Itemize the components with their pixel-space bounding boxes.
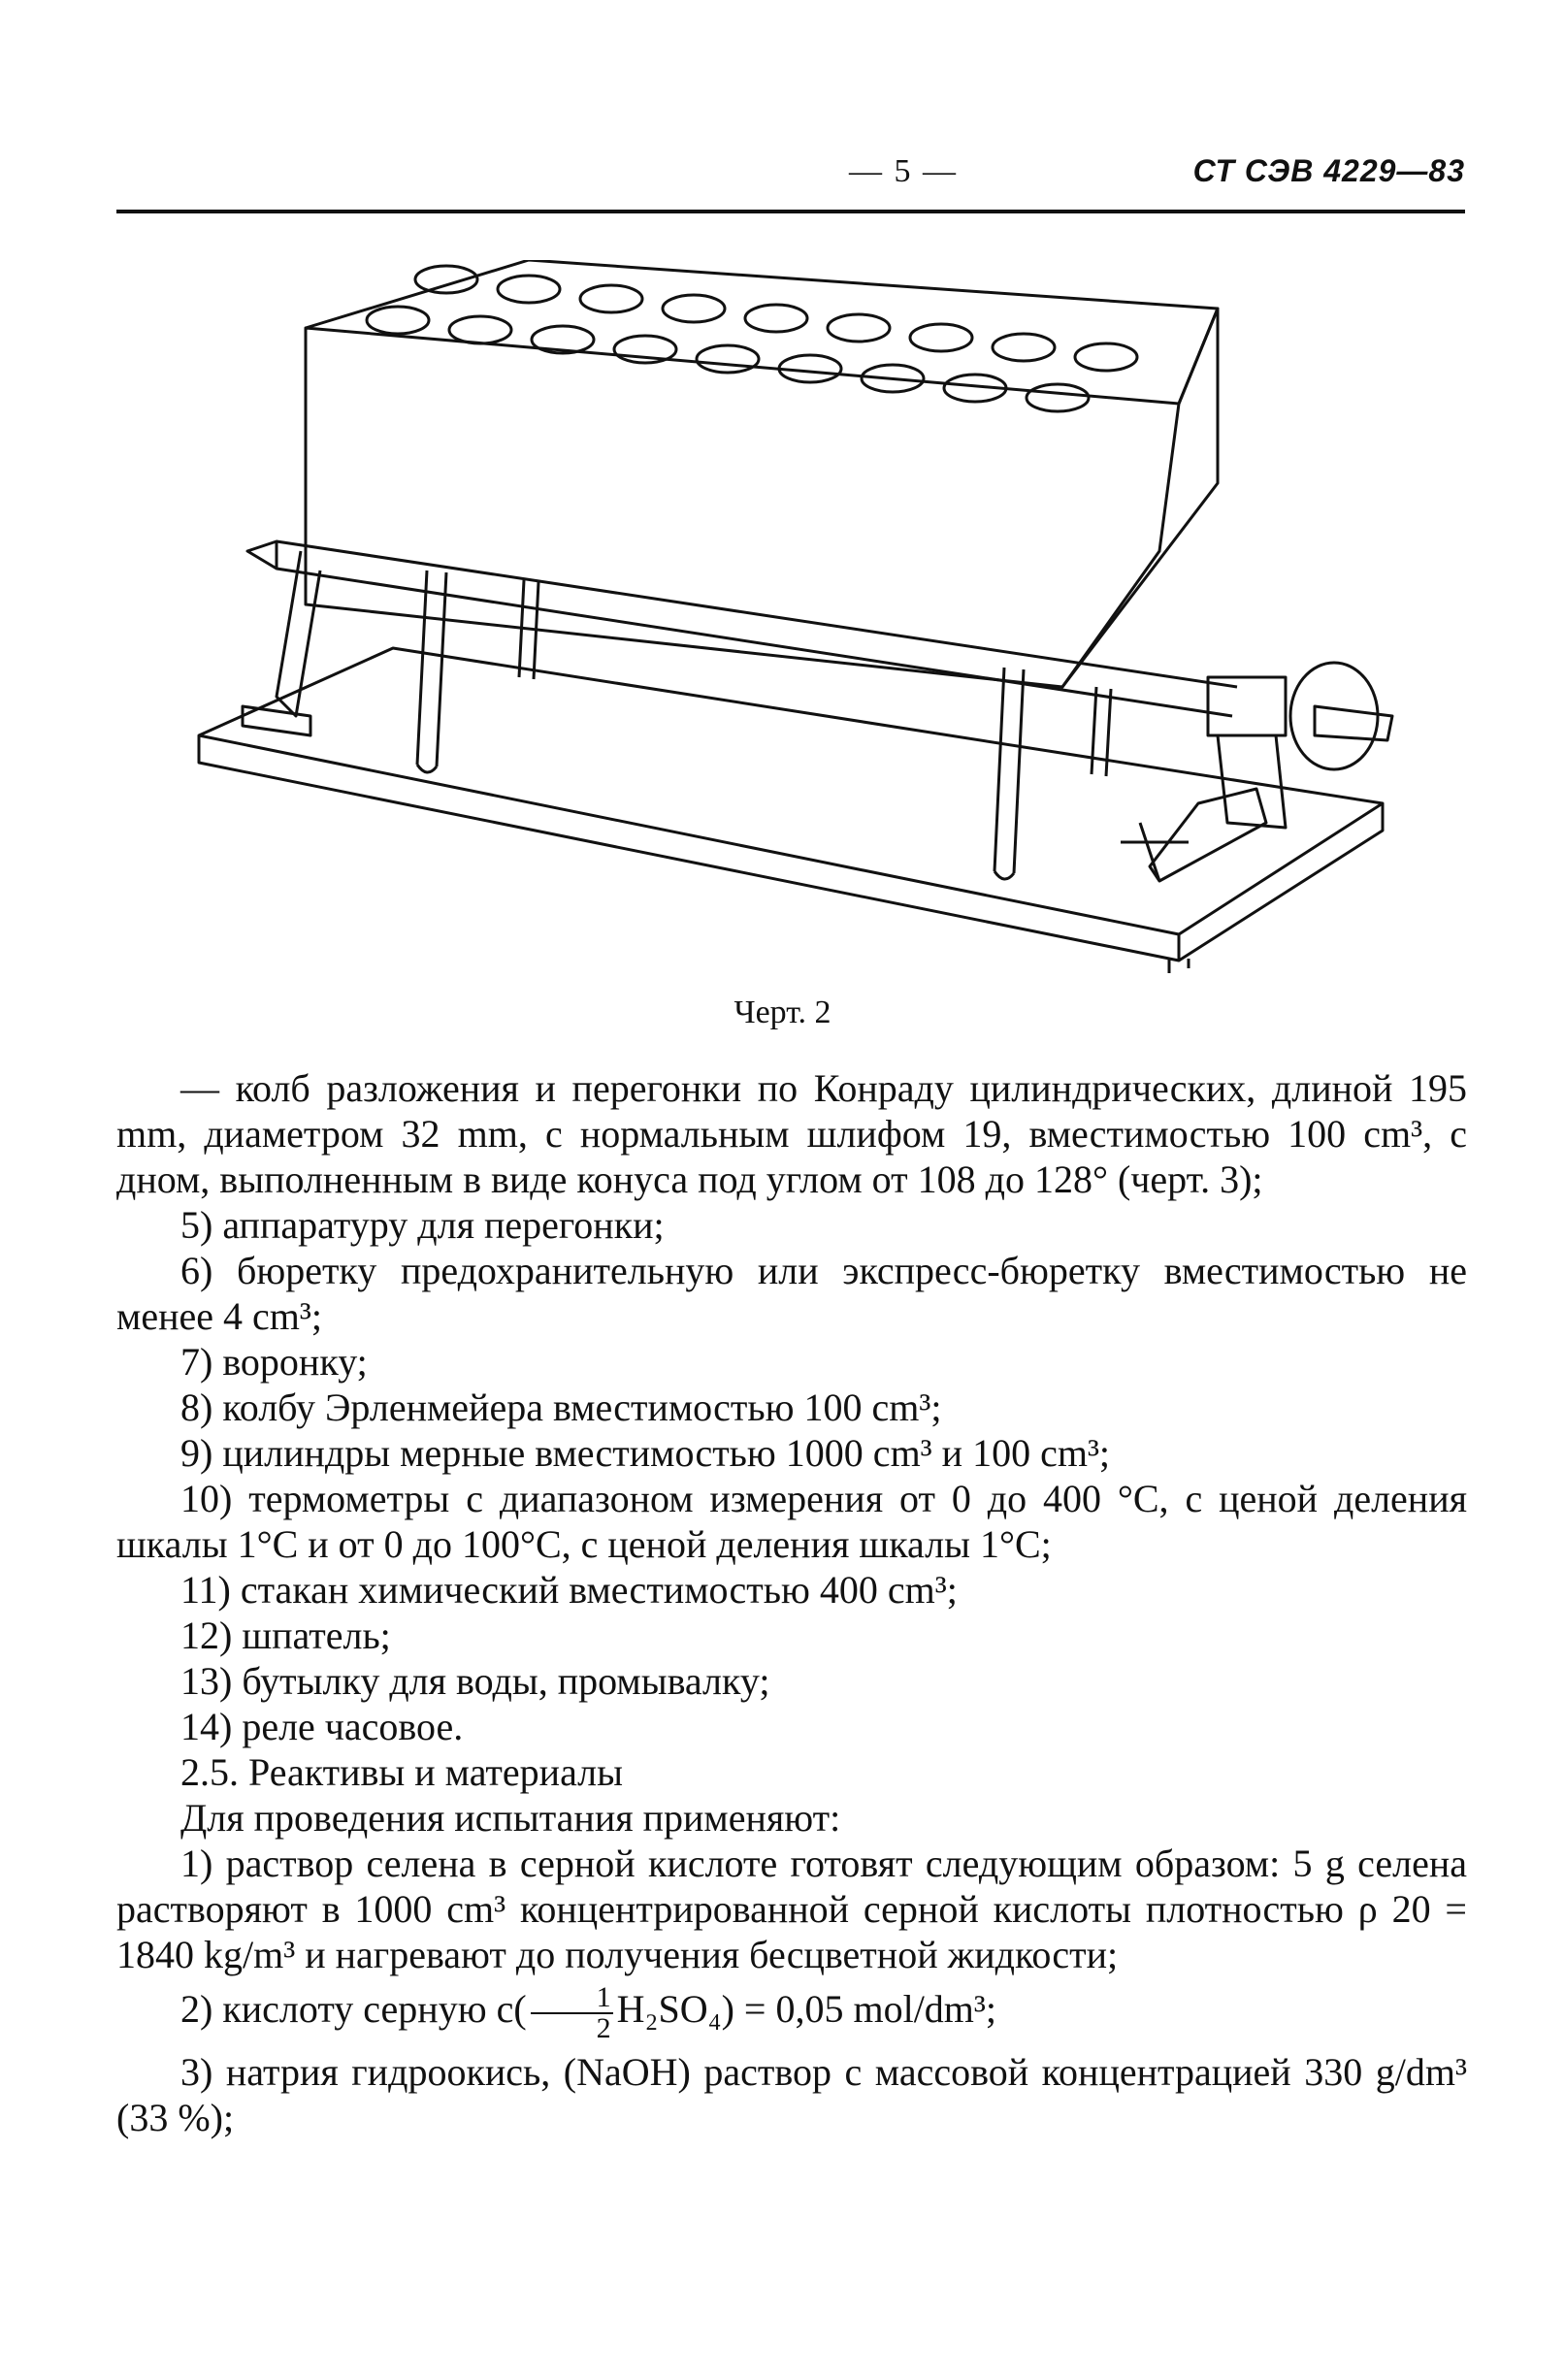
item-6: 6) бюретку предохранительную или экспресс-бюретку вместимостью не менее 4 cm³; <box>116 1249 1467 1338</box>
item-13: 13) бутылку для воды, промывалку; <box>180 1659 770 1703</box>
item-7: 7) воронку; <box>180 1340 368 1384</box>
header-rule <box>116 210 1465 213</box>
item-10: 10) термометры с диапазоном измерения от 0 до 400 °C, с ценой деления шкалы 1°C и от 0 до 100°C, с ценой деления шкалы 1°C; <box>116 1477 1467 1566</box>
item-8: 8) колбу Эрленмейера вместимостью 100 cm³; <box>180 1386 942 1429</box>
apparatus-drawing <box>189 260 1412 978</box>
apparatus-illustration <box>189 260 1412 978</box>
figure-caption: Черт. 2 <box>734 994 831 1030</box>
page-number: — 5 — <box>849 153 958 189</box>
reagent-2-prefix: 2) кислоту серную c( <box>180 1987 527 2032</box>
item-11: 11) стакан химический вместимостью 400 cm³; <box>180 1568 958 1612</box>
document-body <box>116 1065 1467 2140</box>
reagent-1: 1) раствор селена в серной кислоте готовят следующим образом: 5 g селена растворяют в 1000 cm³ концентрированной серной кислоты плотностью ρ 20 = 1840 kg/m³ и нагревают до получения бесцветной жидкости; <box>116 1842 1467 1976</box>
item-14: 14) реле часовое. <box>180 1705 464 1748</box>
drive-mechanism <box>1121 663 1392 881</box>
item-9: 9) цилиндры мерные вместимостью 1000 cm³ и 100 cm³; <box>180 1431 1111 1475</box>
reagent-3: 3) натрия гидроокись, (NaOH) раствор с массовой концентрацией 330 g/dm³ (33 %); <box>116 2050 1467 2139</box>
fraction-numerator: 1 <box>531 1983 613 2014</box>
item-12: 12) шпатель; <box>180 1614 391 1657</box>
reagent-2 <box>116 1983 1467 2043</box>
section-heading-2-5: 2.5. Реактивы и материалы <box>180 1750 624 1794</box>
base-plate <box>199 648 1383 934</box>
fraction <box>531 1983 613 2043</box>
reagent-2-suffix: H₂SO₄) = 0,05 mol/dm³; <box>616 1987 997 2032</box>
item-5: 5) аппаратуру для перегонки; <box>180 1203 665 1247</box>
left-support <box>243 551 320 735</box>
heater-block <box>306 328 1179 687</box>
page-header <box>116 146 1465 204</box>
item-flasks: — колб разложения и перегонки по Конраду цилиндрических, длиной 195 mm, диаметром 32 mm, с нормальным шлифом 19, вместимостью 100 cm³, с дном, выполненным в виде конуса под углом от 108 до 128° (черт. 3); <box>116 1066 1467 1201</box>
fraction-denominator: 2 <box>596 2012 611 2044</box>
standard-code: СТ СЭВ 4229—83 <box>1192 153 1465 188</box>
reagents-intro: Для проведения испытания применяют: <box>180 1796 841 1840</box>
